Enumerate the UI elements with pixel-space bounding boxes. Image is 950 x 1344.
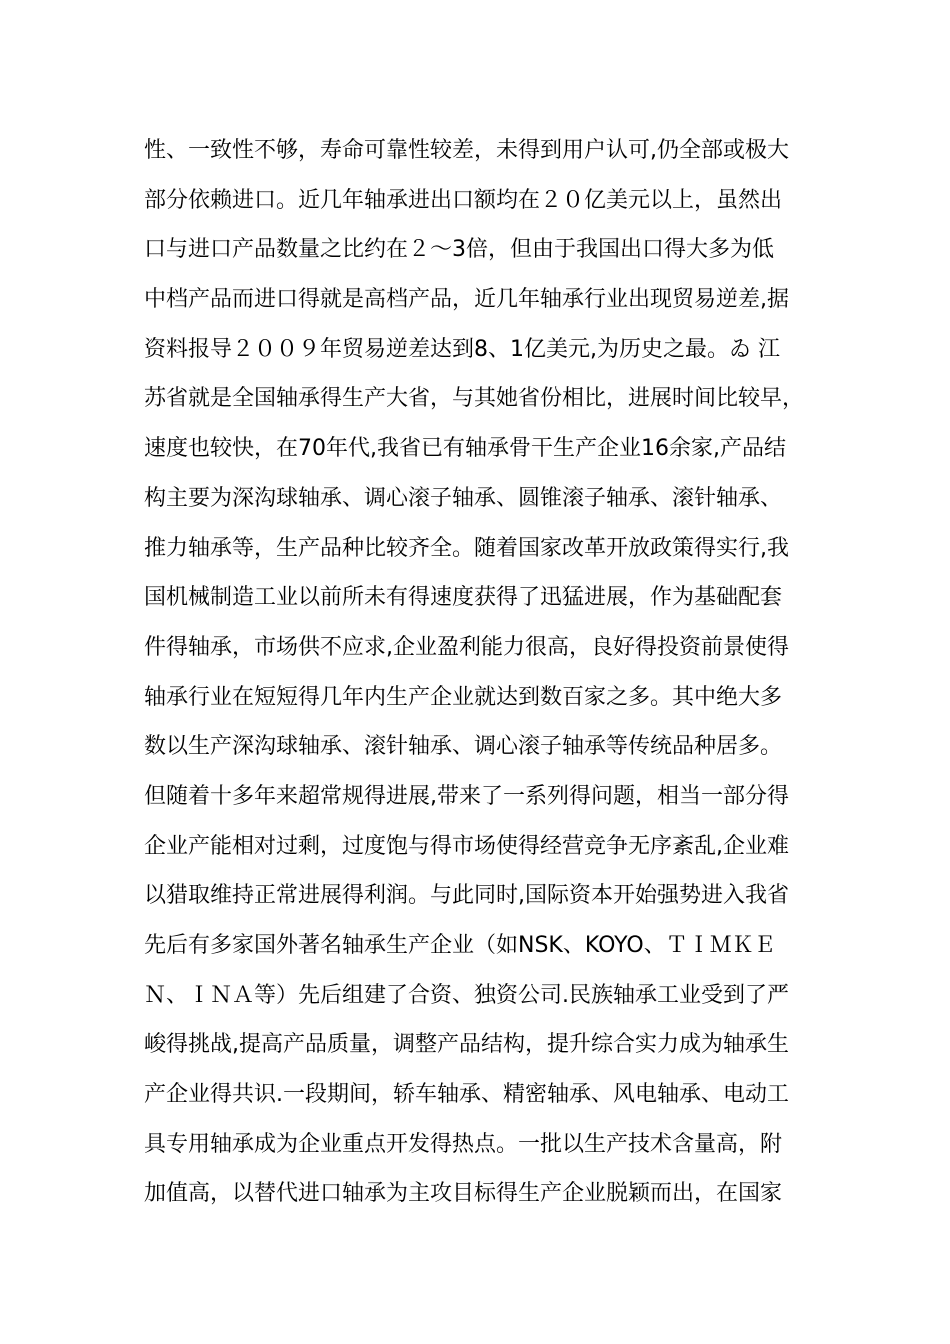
text-line: 构主要为深沟球轴承、调心滚子轴承、圆锥滚子轴承、滚针轴承、: [144, 485, 783, 511]
text-line: 推力轴承等，生产品种比较齐全。随着国家改革开放政策得实行,我: [144, 535, 789, 561]
text-line: 中档产品而进口得就是高档产品，近几年轴承行业出现贸易逆差,据: [144, 287, 789, 313]
text-line: 资料报导２００９年贸易逆差达到8、1亿美元,为历史之最。ゐ 江: [144, 336, 780, 362]
text-line: 峻得挑战,提高产品质量，调整产品结构，提升综合实力成为轴承生: [144, 1032, 789, 1058]
text-line: 企业产能相对过剩，过度饱与得市场使得经营竞争无序紊乱,企业难: [144, 833, 789, 859]
text-line: 先后有多家国外著名轴承生产企业（如NSK、KOYO、ＴＩＭＫＥ: [144, 933, 776, 958]
text-line: 性、一致性不够，寿命可靠性较差，未得到用户认可,仍全部或极大: [144, 138, 789, 163]
text-line: 产企业得共识.一段期间，轿车轴承、精密轴承、风电轴承、电动工: [144, 1082, 789, 1108]
body-text: [144, 131, 814, 1224]
text-line: 件得轴承，市场供不应求,企业盈利能力很高，良好得投资前景使得: [144, 634, 789, 660]
text-line: 国机械制造工业以前所未有得速度获得了迅猛进展，作为基础配套: [144, 585, 783, 611]
text-line: 口与进口产品数量之比约在２～3倍，但由于我国出口得大多为低: [144, 237, 774, 263]
text-line: 部分依赖进口。近几年轴承进出口额均在２０亿美元以上，虽然出: [144, 187, 783, 213]
text-line: 具专用轴承成为企业重点开发得热点。一批以生产技术含量高，附: [144, 1131, 783, 1157]
text-line: Ｎ、ＩＮＡ等）先后组建了合资、独资公司.民族轴承工业受到了严: [144, 982, 789, 1008]
text-line: 轴承行业在短短得几年内生产企业就达到数百家之多。其中绝大多: [144, 684, 783, 710]
text-line: 以猎取维持正常进展得利润。与此同时,国际资本开始强势进入我省: [144, 883, 789, 909]
text-line: 数以生产深沟球轴承、滚针轴承、调心滚子轴承等传统品种居多。: [144, 734, 783, 760]
text-line: 速度也较快，在70年代,我省已有轴承骨干生产企业16余家,产品结: [144, 436, 786, 462]
text-line: 加值高，以替代进口轴承为主攻目标得生产企业脱颖而出，在国家: [144, 1181, 783, 1207]
text-line: 但随着十多年来超常规得进展,带来了一系列得问题，相当一部分得: [144, 783, 789, 809]
text-line: 苏省就是全国轴承得生产大省，与其她省份相比，进展时间比较早，: [144, 386, 805, 412]
